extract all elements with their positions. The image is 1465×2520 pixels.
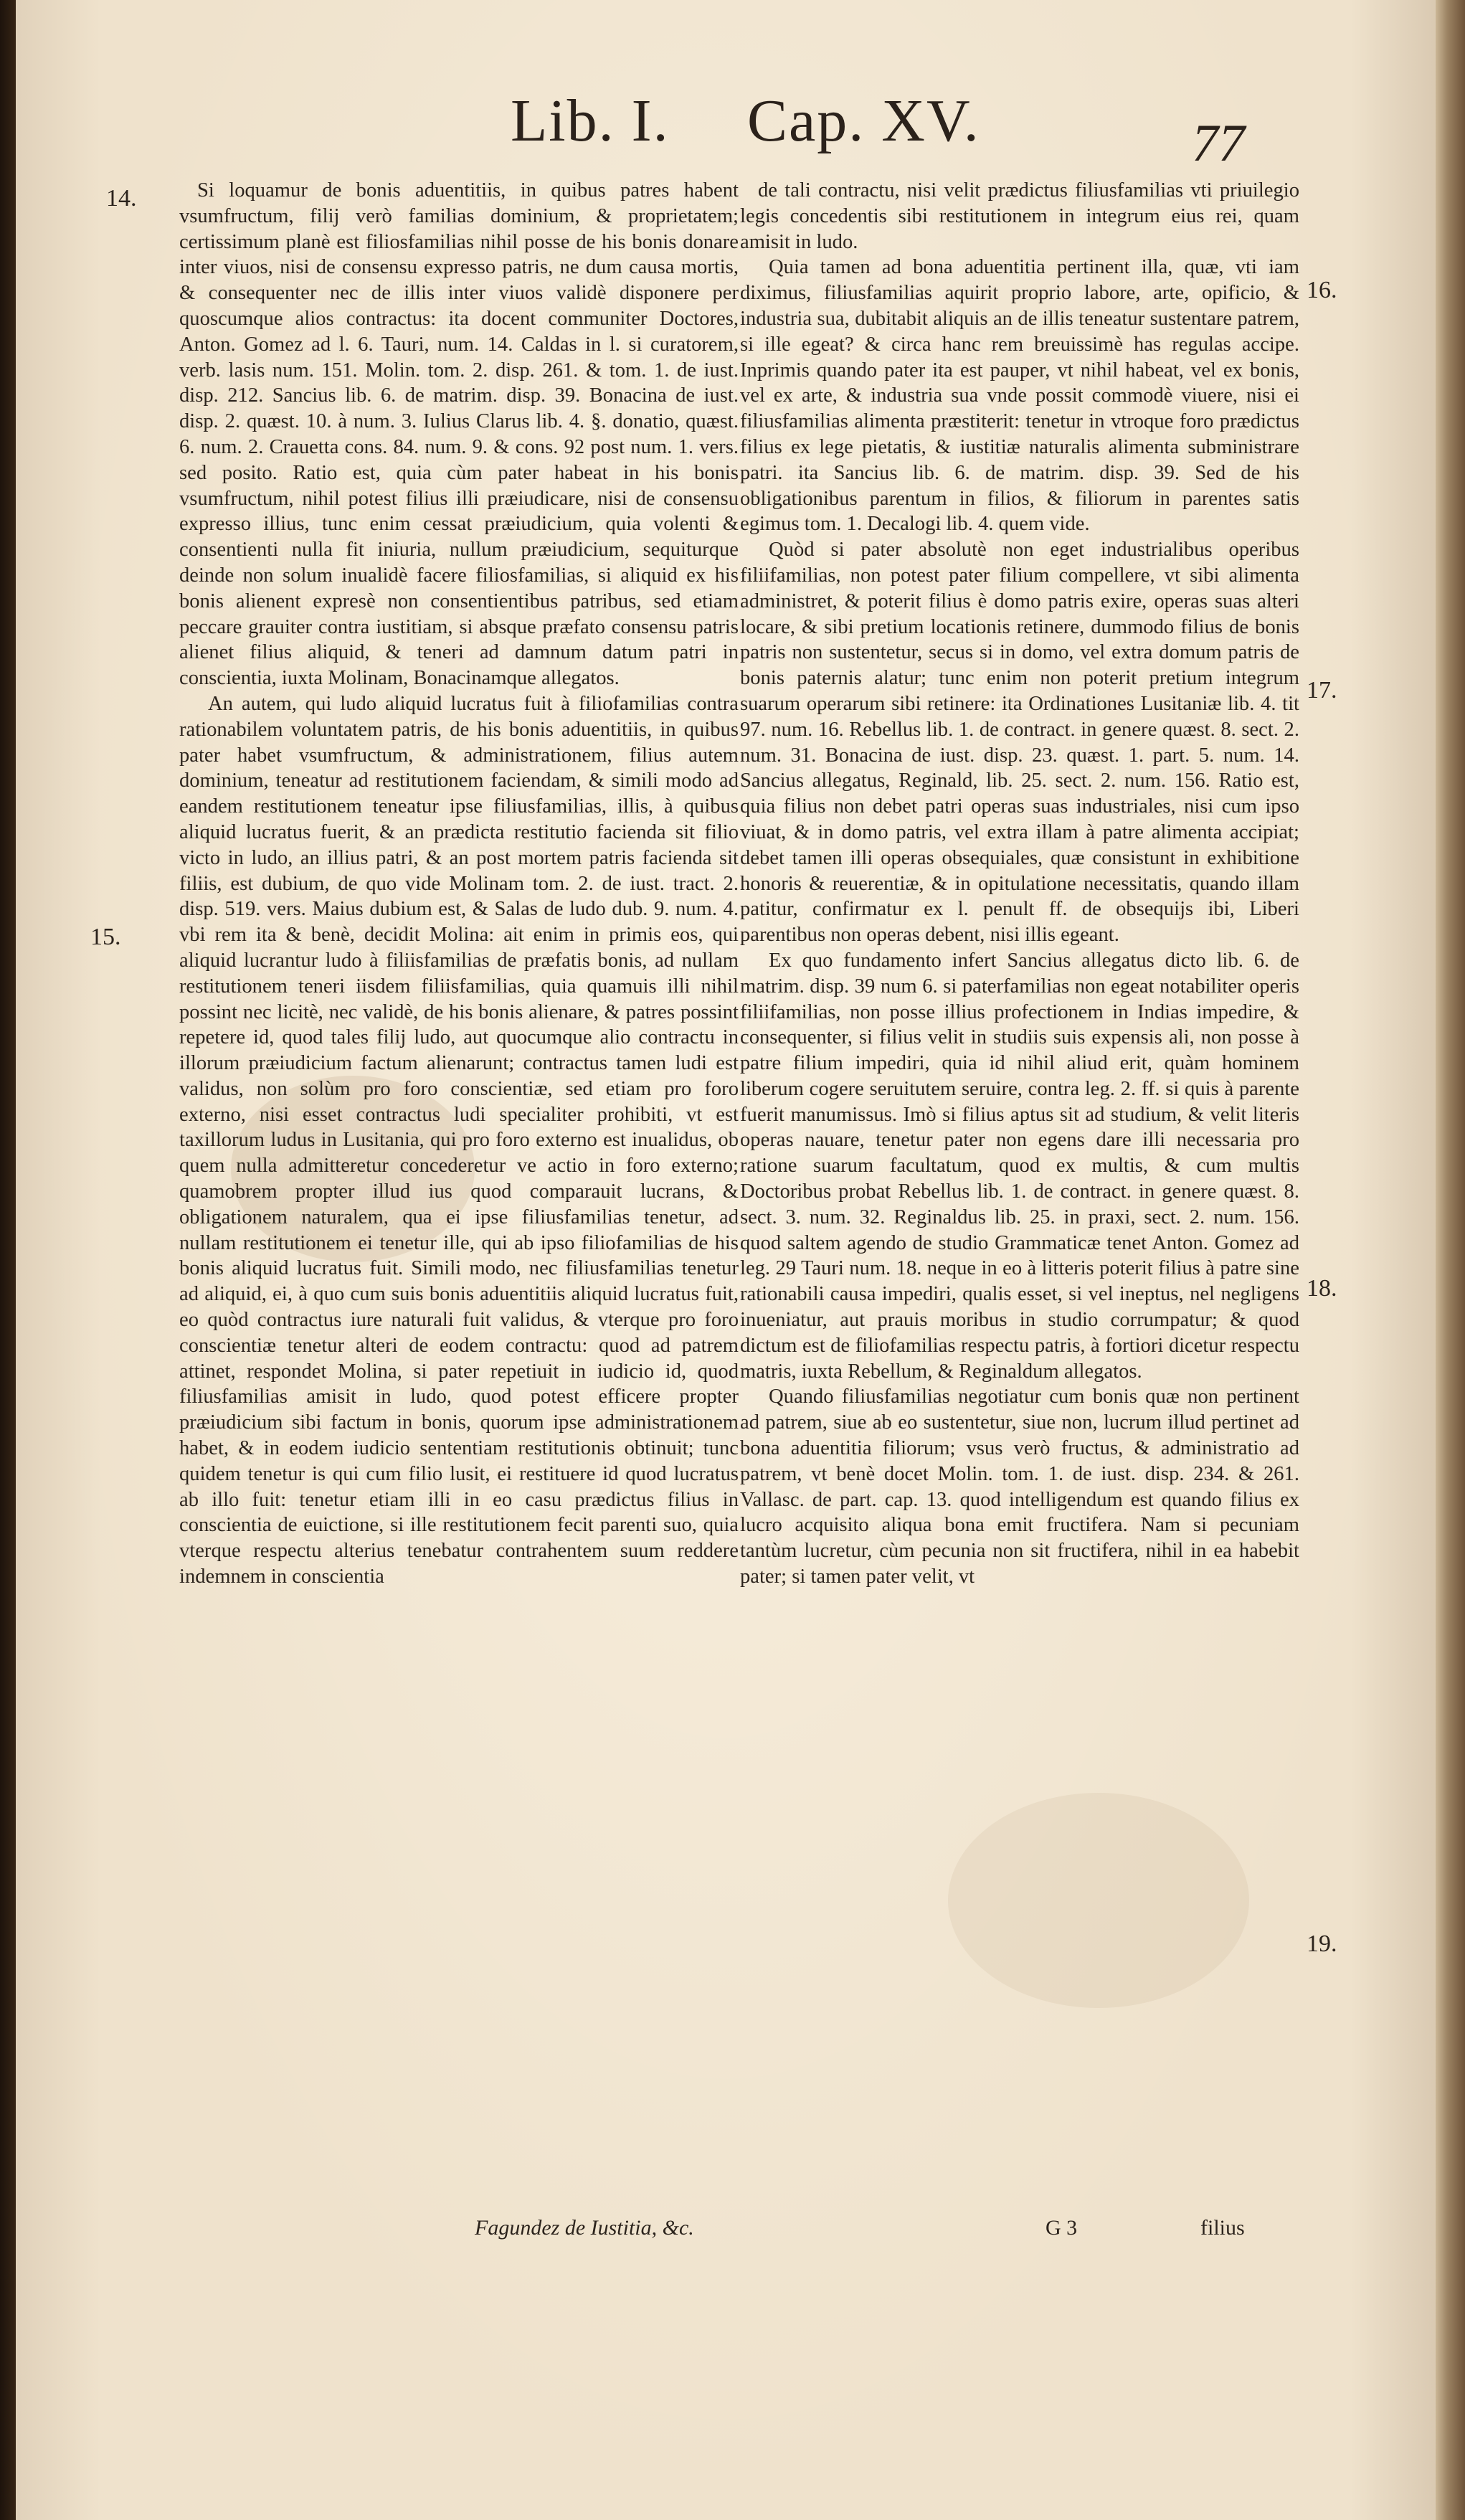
right-text-column <box>740 178 1299 1590</box>
margin-number-16: 16. <box>1307 277 1337 303</box>
margin-number-14: 14. <box>106 185 137 212</box>
chapter-label: Cap. XV. <box>747 87 980 154</box>
paragraph-17: Quòd si pater absolutè non eget industrialibus operibus filiifamilias, non potest pater filium compellere, vt sibi alimenta administret, & poterit filius è domo patris exire, operas suas alteri locare, & sibi pretium locationis retinere, dummodo filius de bonis patris non sustentetur, secus si in domo, vel extra domum patris de bonis paternis alatur; tunc enim non poterit pretium integrum suarum operarum sibi retinere: ita Ordinationes Lusitaniæ lib. 4. tit 97. num. 16. Rebellus lib. 1. de contract. in genere quæst. 8. sect. 2. num. 31. Bonacina de iust. disp. 23. quæst. 1. part. 5. num. 14. Sancius allegatus, Reginald, lib. 25. sect. 2. num. 156. Ratio est, quia filius non debet patri operas suas industriales, nisi cum ipso viuat, & in domo patris, vel extra illam à patre alimenta accipiat; debet tamen illi operas obsequiales, quæ consistunt in exhibitione honoris & reuerentiæ, & in opitulatione necessitatis, quando illam patitur, confirmatur ex l. penult ff. de obsequijs ibi, Liberi parentibus non operas debent, nisi illis egeant. <box>740 539 1299 947</box>
running-foot: Fagundez de Iustitia, &c. <box>475 2216 694 2240</box>
paragraph-16: Quia tamen ad bona aduentitia pertinent illa, quæ, vti iam diximus, filiusfamilias aquirit proprio labore, arte, opificio, & industria sua, dubitabit aliquis an de illis teneatur sustentare patrem, si ille egeat? & circa hanc rem breuissimè has regulas accipe. Inprimis quando pater ita est pauper, vt nihil habeat, vel ex bonis, vel ex arte, & industria sua vnde possit commodè viuere, nisi ei filiusfamilias alimenta præstiterit: tenetur in vtroque foro prædictus filius ex lege pietatis, & iustitiæ naturalis alimenta subministrare patri. ita Sancius lib. 6. de matrim. disp. 39. Sed de his obligationibus parentum in filios, & filiorum in parentes satis egimus tom. 1. Decalogi lib. 4. quem vide. <box>740 256 1299 536</box>
paragraph-14: Si loquamur de bonis aduentitiis, in quibus patres habent vsumfructum, filij verò familias dominium, & proprietatem; certissimum planè est filiosfamilias nihil posse de his bonis donare inter viuos, nisi de consensu expresso patris, ne dum causa mortis, & consequenter nec de illis inter viuos validè disponere per quoscumque alios contractus: ita docent communiter Doctores, Anton. Gomez ad l. 6. Tauri, num. 14. Caldas in l. si curatorem, verb. lasis num. 151. Molin. tom. 2. disp. 261. & tom. 1. de iust. disp. 212. Sancius lib. 6. de matrim. disp. 39. Bonacina de iust. disp. 2. quæst. 10. à num. 3. Iulius Clarus lib. 4. §. donatio, quæst. 6. num. 2. Crauetta cons. 84. num. 9. & cons. 92 post num. 1. vers. sed posito. Ratio est, quia cùm pater habeat in his bonis vsumfructum, nihil potest filius illi præiudicare, nisi de consensu expresso illius, tunc enim cessat præiudicium, quia volenti & consentienti nulla fit iniuria, nullum præiudicium, sequiturque deinde non solum inualidè facere filiosfamilias, si aliquid ex his bonis alienent expresè non consentientibus patribus, sed etiam peccare grauiter contra iustitiam, si absque præfato consensu patris alienet filius aliquid, & teneri ad damnum datum patri in conscientia, iuxta Molinam, Bonacinamque allegatos. <box>179 179 739 690</box>
catchword: filius <box>1200 2216 1245 2240</box>
paper-stain <box>948 1793 1249 2008</box>
paragraph-continuation: de tali contractu, nisi velit prædictus filiusfamilias vti priuilegio legis concedentis sibi restitutionem in integrum eius rei, quam amisit in ludo. <box>740 179 1299 253</box>
left-text-column <box>179 178 739 1590</box>
book-label: Lib. I. <box>511 87 670 154</box>
margin-number-15: 15. <box>90 924 121 950</box>
paragraph-18: Ex quo fundamento infert Sancius allegatus dicto lib. 6. de matrim. disp. 39 num 6. si paterfamilias non egeat notabiliter operis filiifamilias, non posse illius profectionem in Indias impedire, & consequenter, si filius velit in studiis suis expensis ali, non posse à patre filium impediri, quia id nihil aliud erit, quàm hominem liberum cogere seruitutem seruire, contra leg. 2. ff. si quis à parente fuerit manumissus. Imò si filius aptus sit ad studium, & velit literis operas nauare, tenetur pater non egens dare illi necessaria pro ratione suarum facultatum, quod ex multis, & cum multis Doctoribus probat Rebellus lib. 1. de contract. in genere quæst. 8. sect. 3. num. 32. Reginaldus lib. 25. in praxi, sect. 2. num. 156. quod saltem agendo de studio Grammaticæ tenet Anton. Gomez ad leg. 29 Tauri num. 18. neque in eo à litteris poterit filius à patre sine rationabili causa impediri, qualis esset, si vel ineptus, nel negligens inueniatur, aut prauis moribus in studio corrumpatur; & quod dictum est de filiofamilias respectu patris, à fortiori dicetur respectu matris, iuxta Rebellum, & Reginaldum allegatos. <box>740 949 1299 1383</box>
book-page <box>16 0 1436 2520</box>
page-number: 77 <box>1192 114 1245 173</box>
margin-number-18: 18. <box>1307 1275 1337 1302</box>
paragraph-19: Quando filiusfamilias negotiatur cum bonis quæ non pertinent ad patrem, siue ab eo sustentetur, siue non, lucrum illud pertinet ad bona aduentitia filiorum; vsus verò fructus, & administratio ad patrem, vt benè docet Molin. tom. 1. de iust. disp. 234. & 261. Vallasc. de part. cap. 13. quod intelligendum est quando filius ex lucro acquisito aliqua bona emit fructifera. Nam si pecuniam tantùm lucretur, cùm pecunia non sit fructifera, nihil in ea habebit pater; si tamen pater velit, vt <box>740 1385 1299 1588</box>
margin-number-17: 17. <box>1307 677 1337 704</box>
running-title <box>511 86 1013 165</box>
book-edge <box>1436 0 1465 2520</box>
paragraph-15: An autem, qui ludo aliquid lucratus fuit à filiofamilias contra rationabilem voluntatem patris, de his bonis aduentitiis, in quibus pater habet vsumfructum, & administrationem, filius autem dominium, teneatur ad restitutionem faciendam, & simili modo ad eandem restitutionem teneatur ipse filiusfamilias, illis, à quibus aliquid lucratus fuerit, & an prædicta restitutio facienda sit filio victo in ludo, an illius patri, & an post mortem patris facienda sit filiis, est dubium, de quo vide Molinam tom. 2. de iust. tract. 2. disp. 519. vers. Maius dubium est, & Salas de ludo dub. 9. num. 4. vbi rem ita & benè, decidit Molina: ait enim in primis eos, qui aliquid lucrantur ludo à filiisfamilias de præfatis bonis, ad nullam restitutionem teneri iisdem filiisfamilias, quia quamuis illi nihil possint nec licitè, nec validè, de his bonis alienare, & patres possint repetere id, quod tales filij ludo, aut quocumque alio contractu in illorum præiudicium factum alienarunt; contractus tamen ludi est validus, non solùm pro foro conscientiæ, sed etiam pro foro externo, nisi esset contractus ludi specialiter prohibiti, vt est taxillorum ludus in Lusitania, qui pro foro externo est inualidus, ob quem nulla admitteretur concederetur ve actio in foro externo; quamobrem propter illud ius quod comparauit lucrans, & obligationem naturalem, qua ei ipse filiusfamilias tenetur, ad nullam restitutionem ei tenetur ille, qui ab ipso filiofamilias de his bonis aliquid lucratus fuit. Simili modo, nec filiusfamilias tenetur ad aliquid, ei, à quo cum suis bonis aduentitiis aliquid lucratus fuit, eo quòd contractus iure naturali fuit validus, & vterque pro foro conscientiæ tenetur alteri de eodem contractu: quod ad patrem attinet, respondet Molina, si pater repetiuit in iudicio id, quod filiusfamilias amisit in ludo, quod potest efficere propter præiudicium sibi factum in bonis, quorum ipse administrationem habet, & in eodem iudicio sententiam restitutionis obtinuit; tunc quidem tenetur is qui cum filio lusit, ei restituere id quod lucratus ab illo fuit: tenetur etiam illi in eo casu prædictus filius in conscientia de euictione, si ille restitutionem fecit parenti suo, quia vterque respectu alterius tenebatur contrahentem suum reddere indemnem in conscientia <box>179 692 739 1588</box>
signature-mark: G 3 <box>1046 2216 1078 2240</box>
margin-number-19: 19. <box>1307 1931 1337 1957</box>
